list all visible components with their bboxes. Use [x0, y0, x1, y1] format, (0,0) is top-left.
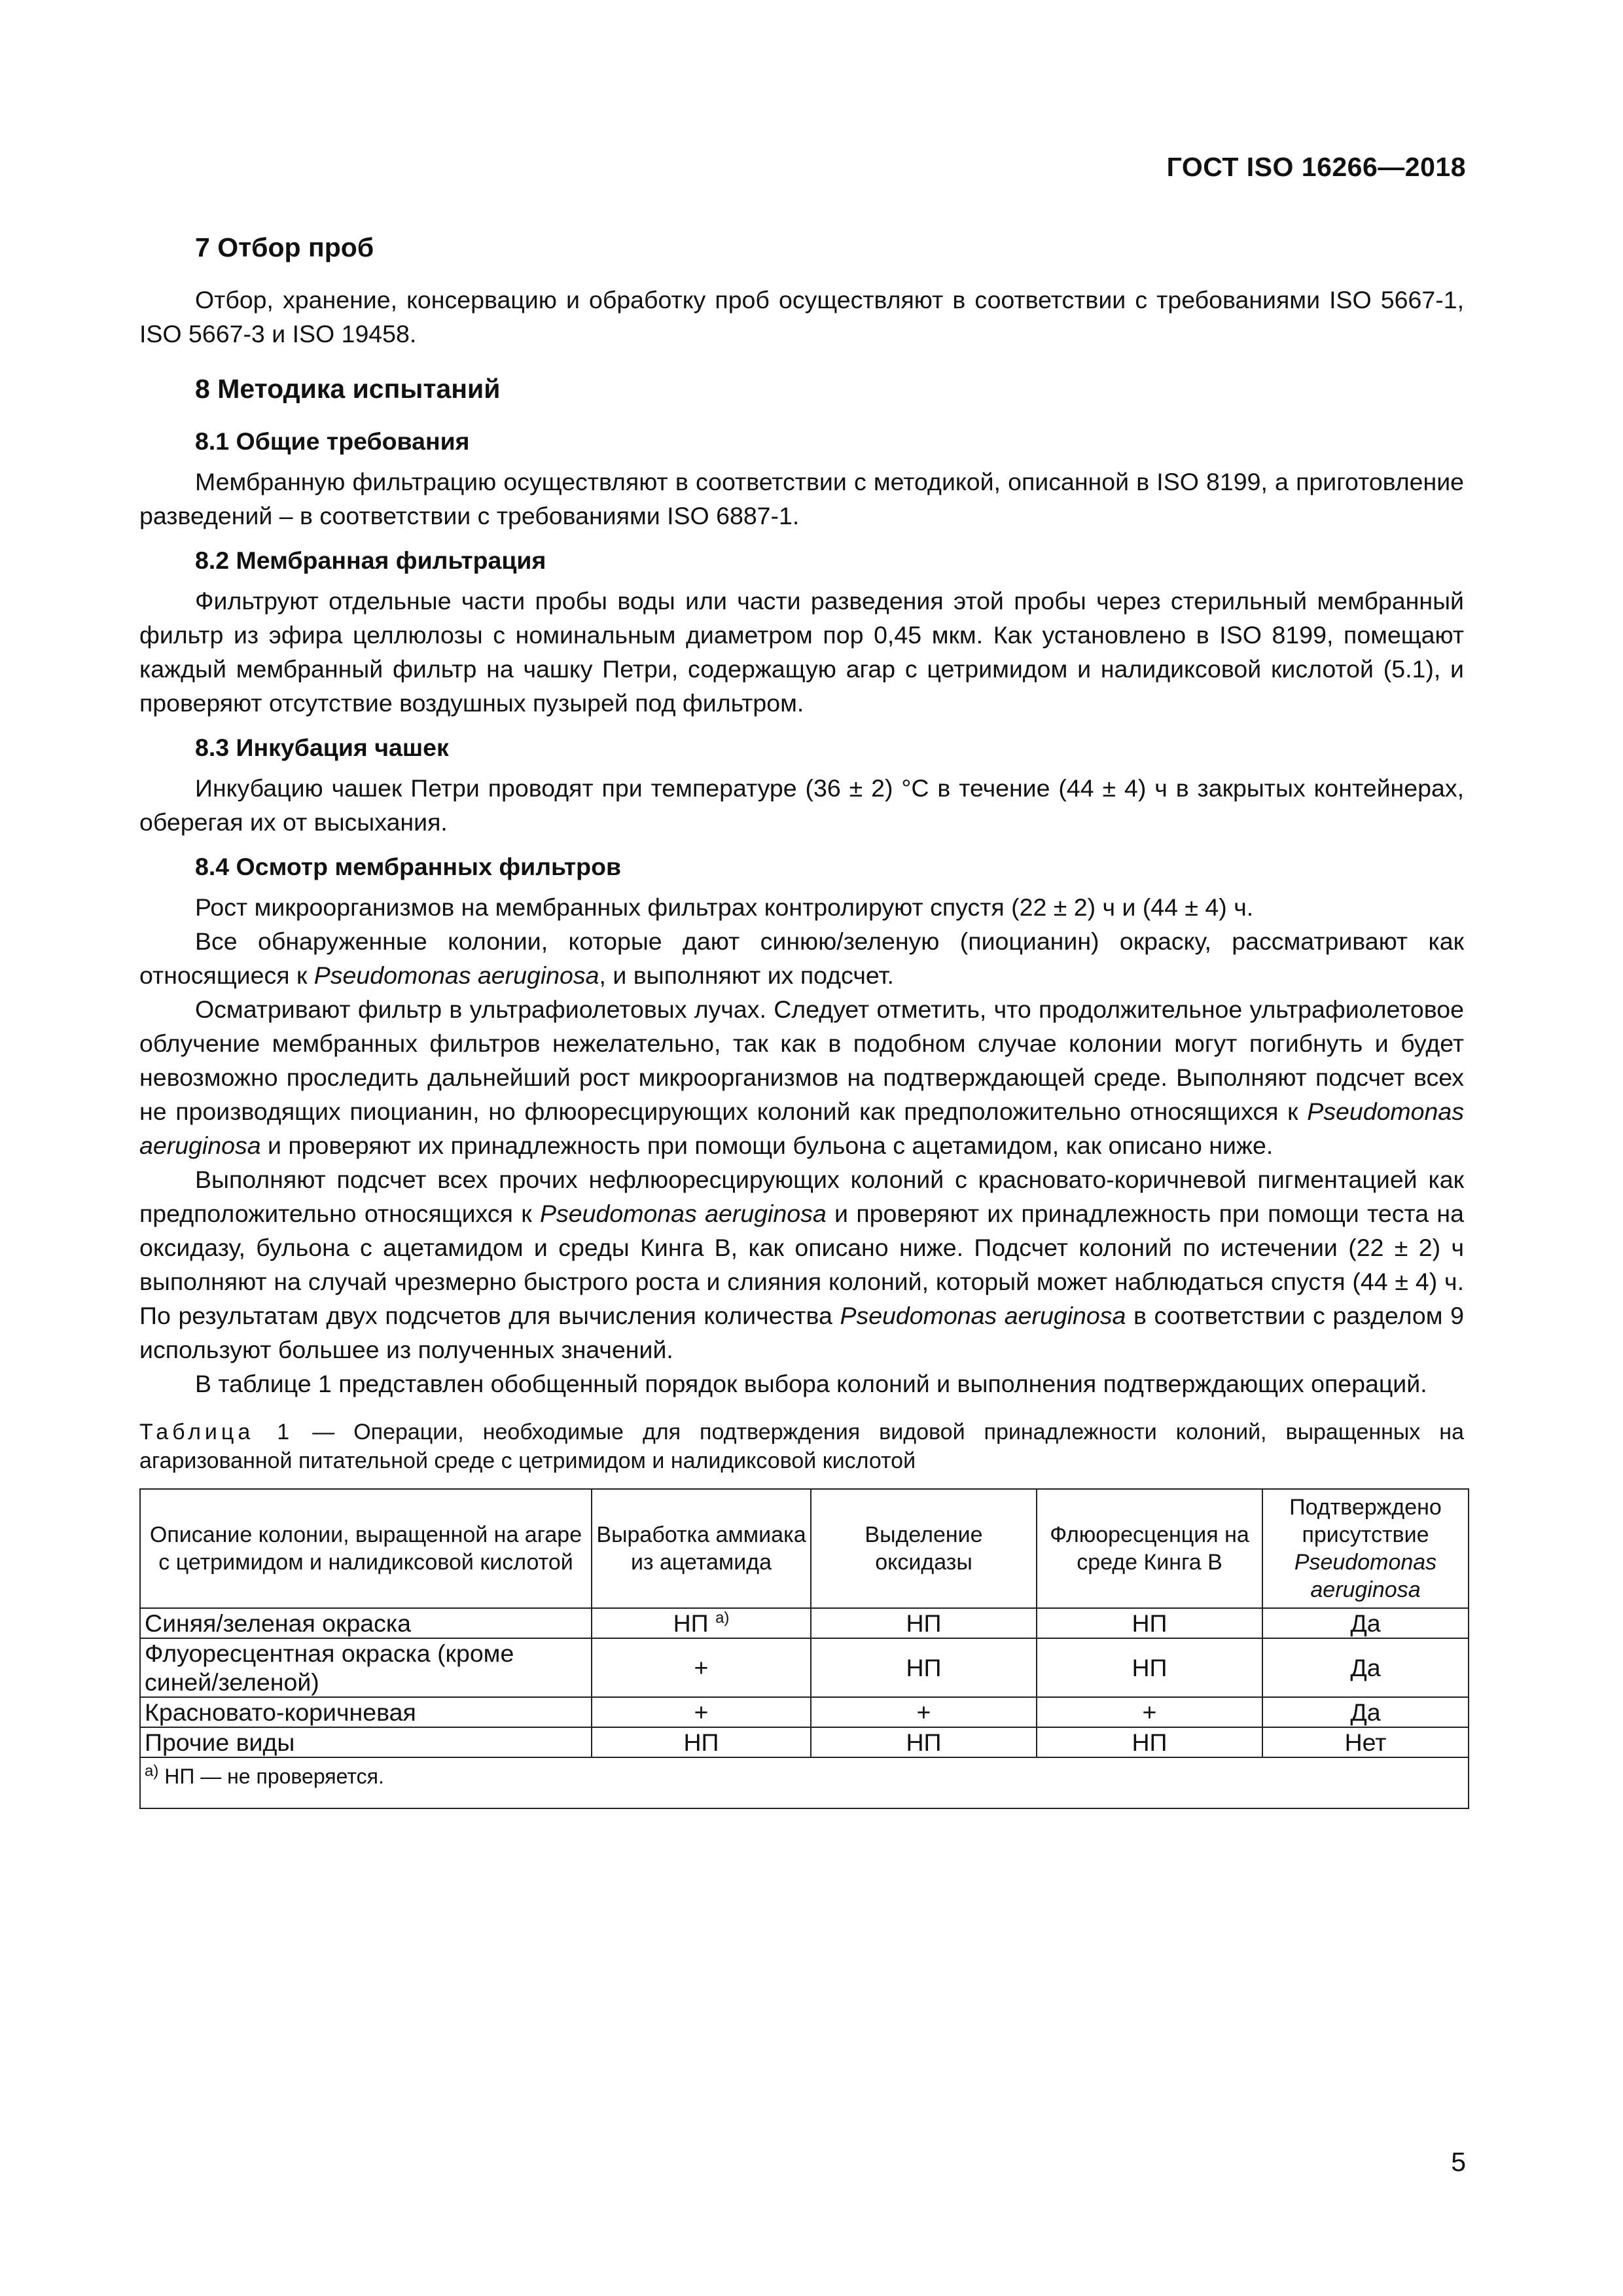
section-8-2-text: Фильтруют отдельные части пробы воды или части разведения этой пробы через стерильный мембранный фильтр из эфира целлюлозы с номинальным диаметром пор 0,45 мкм. Как установлено в ISO 8199, помещают каждый мембранный фильтр на чашку Петри, содержащую агар с цетримидом и налидиксовой кислотой (5.1), и проверяют отсутствие воздушных пузырей под фильтром.: [139, 587, 1464, 717]
table-cell: НП: [811, 1727, 1037, 1757]
table-footnote: $^{а)}$ НП — не проверяется.: [140, 1757, 1469, 1808]
section-8-3-text: Инкубацию чашек Петри проводят при температуре (36 ± 2) °С в течение (44 ± 4) ч в закрытых контейнерах, оберегая их от высыхания.: [139, 774, 1464, 836]
table-footnote-row: [140, 1757, 1469, 1808]
section-8-1-text: Мембранную фильтрацию осуществляют в соответствии с методикой, описанной в ISO 8199, а приготовление разведений – в соответствии с требованиями ISO 6887-1.: [139, 468, 1464, 529]
table-cell: НП: [811, 1608, 1037, 1638]
table-header-cell: Выделение оксидазы: [811, 1489, 1037, 1608]
table-row: [140, 1697, 1469, 1727]
table-cell: НП: [1037, 1608, 1262, 1638]
table-cell: Флуоресцентная окраска (кроме синей/зеленой): [140, 1638, 592, 1697]
section-8-4-p2: Все обнаруженные колонии, которые дают синюю/зеленую (пиоцианин) окраску, рассматривают как относящиеся к Pseudomonas aeruginosa, и выполняют их подсчет.: [139, 927, 1464, 989]
table-row: [140, 1727, 1469, 1757]
table-cell: Да: [1262, 1697, 1469, 1727]
section-8-2-title: 8.2 Мембранная фильтрация: [195, 547, 546, 574]
table-header-cell: Флюоресценция на среде Кинга В: [1037, 1489, 1262, 1608]
page-number: 5: [1451, 2147, 1466, 2177]
section-8-1-title: 8.1 Общие требования: [195, 427, 470, 455]
table-cell: +: [592, 1697, 811, 1727]
section-8-4-p5: В таблице 1 представлен обобщенный порядок выбора колоний и выполнения подтверждающих операций.: [195, 1370, 1427, 1397]
table-cell: НП: [592, 1727, 811, 1757]
table-row: [140, 1638, 1469, 1697]
table-cell: Нет: [1262, 1727, 1469, 1757]
table-header-cell: Выработка аммиака из ацетамида: [592, 1489, 811, 1608]
table-row: [140, 1608, 1469, 1638]
page-content: [139, 229, 1464, 1809]
section-8-4-p3: Осматривают фильтр в ультрафиолетовых лучах. Следует отметить, что продолжительное ультрафиолетовое облучение мембранных фильтров нежелательно, так как в подобном случае колонии могут погибнуть и будет невозможно проследить дальнейший рост микроорганизмов на подтверждающей среде. Выполняют подсчет всех не производящих пиоцианин, но флюоресцирующих колоний как предположительно относящихся к Pseudomonas aeruginosa и проверяют их принадлежность при помощи бульона с ацетамидом, как описано ниже.: [139, 996, 1464, 1159]
table-cell: Синяя/зеленая окраска: [140, 1608, 592, 1638]
table-header-cell: Описание колонии, выращенной на агаре с цетримидом и налидиксовой кислотой: [140, 1489, 592, 1608]
section-8-3-title: 8.3 Инкубация чашек: [195, 734, 449, 761]
table-cell: +: [811, 1697, 1037, 1727]
operations-table: [139, 1488, 1469, 1809]
section-7-title: 7 Отбор проб: [195, 232, 374, 262]
table-cell: НП: [1037, 1638, 1262, 1697]
section-8-4-title: 8.4 Осмотр мембранных фильтров: [195, 853, 622, 880]
table-cell: Прочие виды: [140, 1727, 592, 1757]
section-8-4-p1: Рост микроорганизмов на мембранных фильтрах контролируют спустя (22 ± 2) ч и (44 ± 4) ч.: [195, 893, 1254, 921]
table-header-row: [140, 1489, 1469, 1608]
section-8-4-p4: Выполняют подсчет всех прочих нефлюоресцирующих колоний с красновато-коричневой пигментацией как предположительно относящихся к Pseudomonas aeruginosa и проверяют их принадлежность при помощи теста на оксидазу, бульона с ацетамидом и среды Кинга В, как описано ниже. Подсчет колоний по истечении (22 ± 2) ч выполняют на случай чрезмерно быстрого роста и слияния колоний, который может наблюдаться спустя (44 ± 4) ч. По результатам двух подсчетов для вычисления количества Pseudomonas aeruginosa в соответствии с разделом 9 используют большее из полученных значений.: [139, 1166, 1464, 1363]
table-cell: НП $^{а)}$: [592, 1608, 811, 1638]
table-caption: Таблица 1 — Операции, необходимые для подтверждения видовой принадлежности колоний, выращенных на агаризованной питательной среде с цетримидом и налидиксовой кислотой: [139, 1420, 1464, 1473]
table-cell: Красновато-коричневая: [140, 1697, 592, 1727]
table-cell: НП: [811, 1638, 1037, 1697]
table-cell: НП: [1037, 1727, 1262, 1757]
table-cell: +: [1037, 1697, 1262, 1727]
section-8-title: 8 Методика испытаний: [195, 374, 501, 404]
table-cell: +: [592, 1638, 811, 1697]
table-cell: Да: [1262, 1638, 1469, 1697]
document-header: ГОСТ ISO 16266—2018: [1166, 152, 1466, 182]
section-7-text: Отбор, хранение, консервацию и обработку проб осуществляют в соответствии с требованиями ISO 5667-1, ISO 5667-3 и ISO 19458.: [139, 286, 1464, 348]
table-header-cell: Подтверждено присутствие Pseudomonas aeruginosa: [1262, 1489, 1469, 1608]
table-cell: Да: [1262, 1608, 1469, 1638]
